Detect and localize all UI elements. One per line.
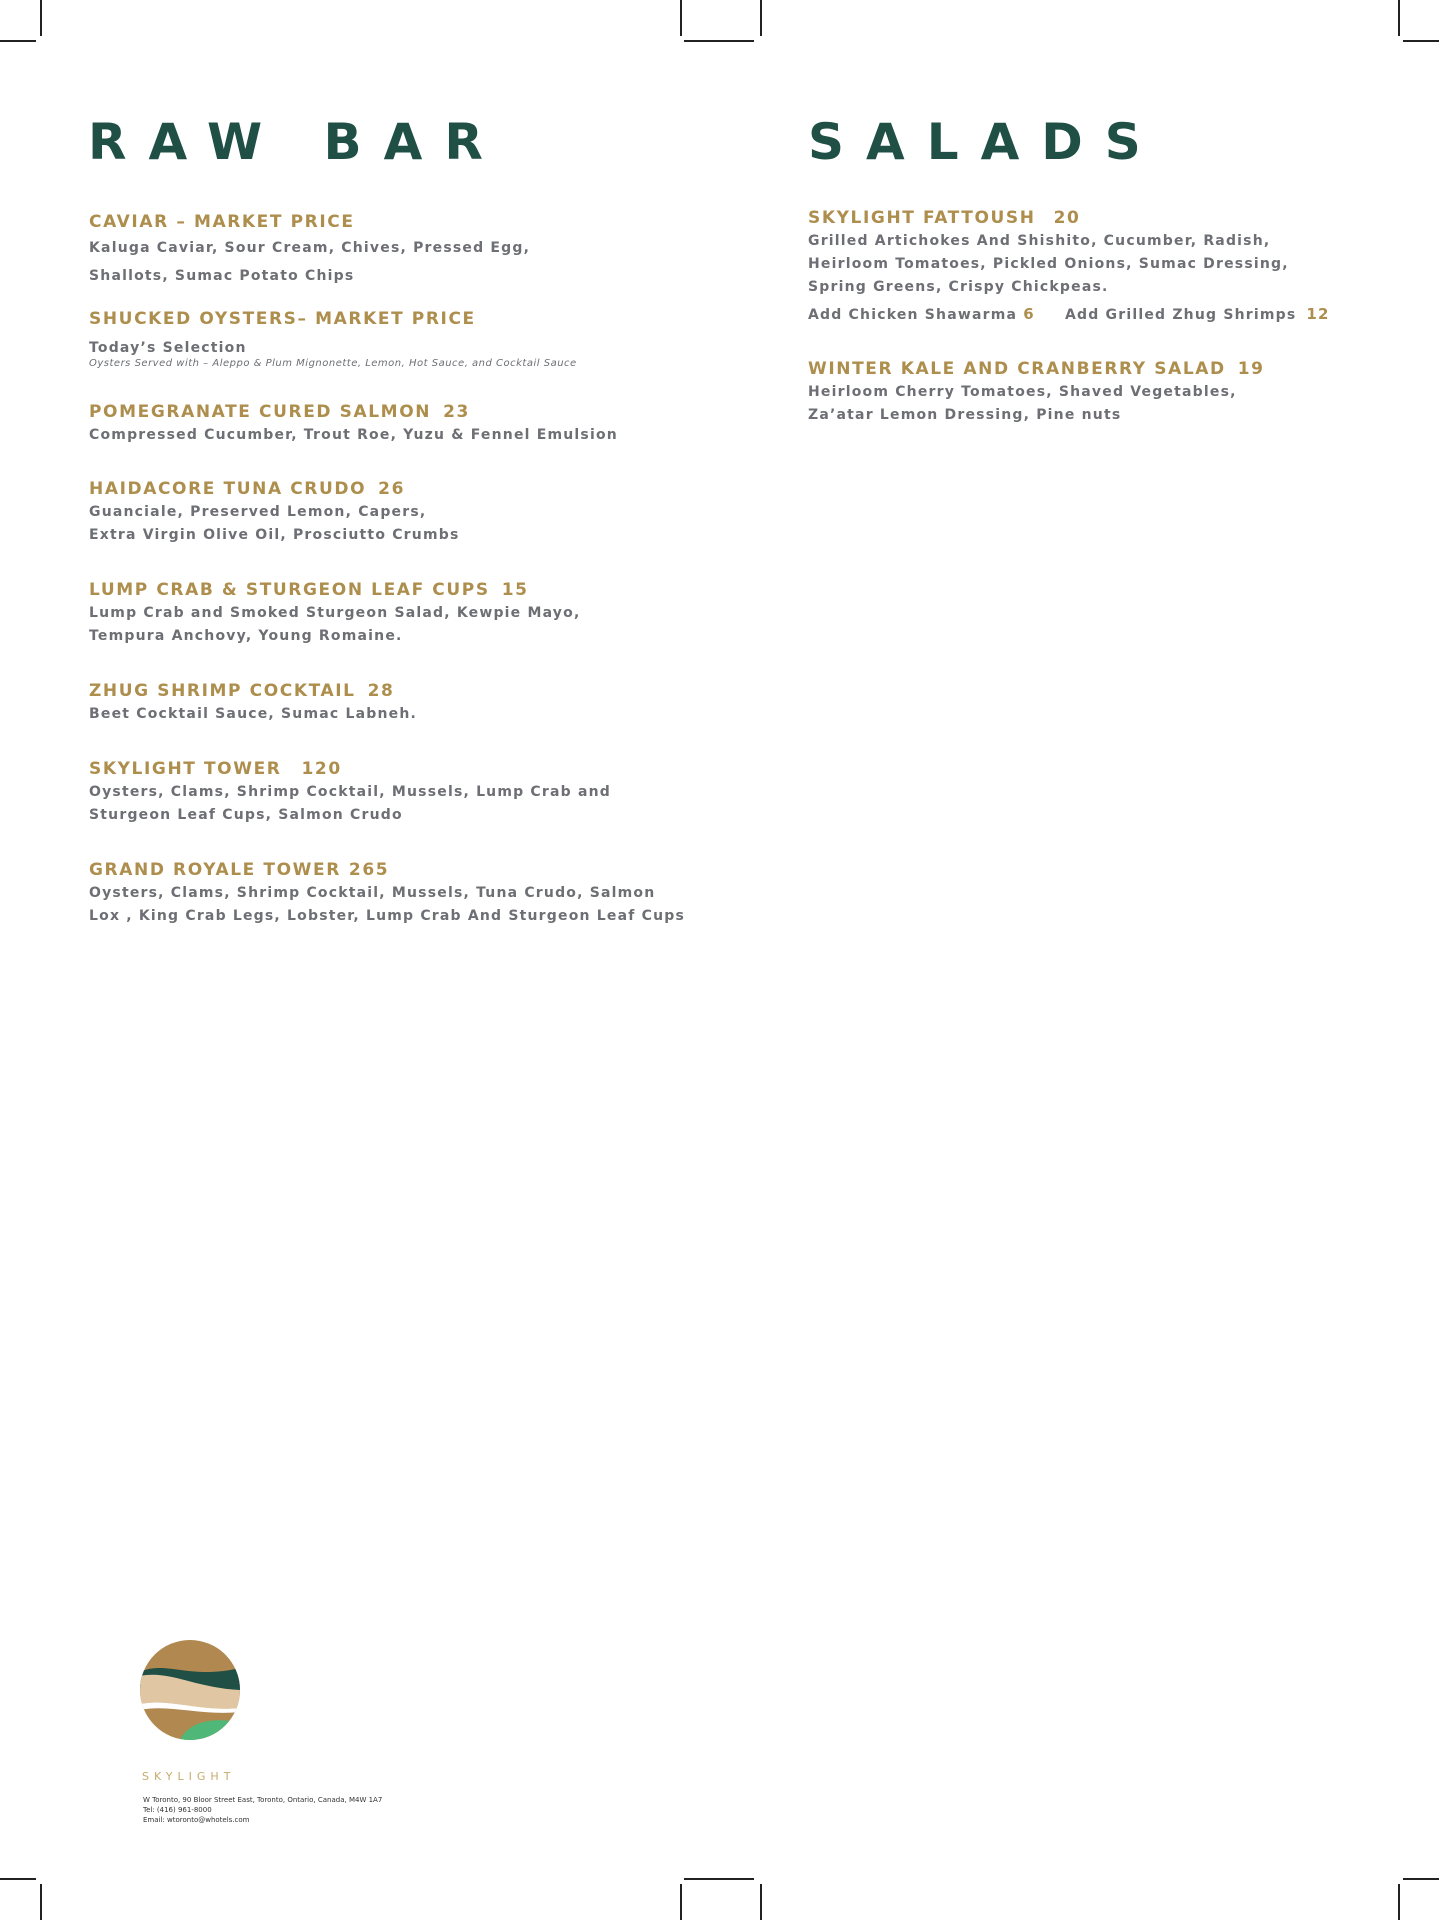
addon-price: 6 <box>1023 305 1035 323</box>
crop-mark <box>684 40 754 42</box>
item-price: 120 <box>301 759 342 779</box>
skylight-logo <box>140 1640 240 1740</box>
addon-label: Add Chicken Shawarma <box>808 307 1018 323</box>
item-name: ZHUG SHRIMP COCKTAIL <box>89 681 356 701</box>
item-description: Lump Crab and Smoked Sturgeon Salad, Kewpie Mayo, <box>89 605 581 621</box>
crop-mark <box>680 0 682 36</box>
item-price: 28 <box>367 681 395 701</box>
item-price: 15 <box>501 580 529 600</box>
item-name: GRAND ROYALE TOWER <box>89 860 341 880</box>
section-title-salads: SALADS <box>808 113 1163 171</box>
brand-name: SKYLIGHT <box>142 1770 236 1783</box>
item-description: Oysters, Clams, Shrimp Cocktail, Mussels, Lump Crab and <box>89 784 611 800</box>
menu-item-caviar <box>89 210 530 290</box>
item-description: Shallots, Sumac Potato Chips <box>89 268 355 284</box>
item-description: Kaluga Caviar, Sour Cream, Chives, Pressed Egg, <box>89 240 531 256</box>
item-description: Spring Greens, Crispy Chickpeas. <box>808 279 1109 295</box>
menu-item-pomegranate-salmon <box>89 400 618 447</box>
item-description: Today’s Selection <box>89 340 247 356</box>
addon-chicken-shawarma <box>808 305 1035 323</box>
item-price: 20 <box>1053 208 1081 228</box>
menu-item-winter-kale-salad <box>808 357 1265 427</box>
addon-zhug-shrimps <box>1065 305 1330 323</box>
crop-mark <box>1398 0 1400 36</box>
item-description: Guanciale, Preserved Lemon, Capers, <box>89 504 427 520</box>
addon-label: Add Grilled Zhug Shrimps <box>1065 307 1297 323</box>
item-description: Extra Virgin Olive Oil, Prosciutto Crumbs <box>89 527 460 543</box>
addon-price: 12 <box>1306 305 1330 323</box>
item-description: Za’atar Lemon Dressing, Pine nuts <box>808 407 1122 423</box>
crop-mark <box>0 1878 36 1880</box>
menu-item-skylight-fattoush <box>808 206 1289 299</box>
address-block <box>143 1795 382 1825</box>
item-price: 26 <box>378 479 406 499</box>
menu-item-lump-crab <box>89 578 580 648</box>
item-name: LUMP CRAB & STURGEON LEAF CUPS <box>89 580 490 600</box>
menu-item-grand-royale-tower <box>89 858 685 928</box>
item-name: SKYLIGHT FATTOUSH <box>808 208 1036 228</box>
item-price: 19 <box>1237 359 1265 379</box>
item-name: HAIDACORE TUNA CRUDO <box>89 479 367 499</box>
item-description: Grilled Artichokes And Shishito, Cucumber, Radish, <box>808 233 1271 249</box>
crop-mark <box>0 40 36 42</box>
menu-item-shucked-oysters <box>89 307 577 371</box>
crop-mark <box>760 0 762 36</box>
item-name: SKYLIGHT TOWER <box>89 759 282 779</box>
item-description: Compressed Cucumber, Trout Roe, Yuzu & Fennel Emulsion <box>89 427 618 443</box>
address-phone: Tel: (416) 961-8000 <box>143 1806 212 1814</box>
crop-mark <box>760 1884 762 1920</box>
menu-item-skylight-tower <box>89 757 611 827</box>
item-description: Oysters, Clams, Shrimp Cocktail, Mussels, Tuna Crudo, Salmon <box>89 885 656 901</box>
menu-item-tuna-crudo <box>89 477 460 547</box>
item-name: SHUCKED OYSTERS– MARKET PRICE <box>89 309 476 329</box>
crop-mark <box>40 1884 42 1920</box>
address-email: Email: wtoronto@whotels.com <box>143 1816 250 1824</box>
item-note: Oysters Served with – Aleppo & Plum Mignonette, Lemon, Hot Sauce, and Cocktail Sauce <box>89 358 577 369</box>
item-description: Sturgeon Leaf Cups, Salmon Crudo <box>89 807 403 823</box>
item-description: Heirloom Tomatoes, Pickled Onions, Sumac Dressing, <box>808 256 1289 272</box>
item-name: POMEGRANATE CURED SALMON <box>89 402 432 422</box>
address-line: W Toronto, 90 Bloor Street East, Toronto, Ontario, Canada, M4W 1A7 <box>143 1796 383 1804</box>
section-title-raw-bar: RAW BAR <box>88 113 505 171</box>
crop-mark <box>1398 1884 1400 1920</box>
item-description: Beet Cocktail Sauce, Sumac Labneh. <box>89 706 418 722</box>
crop-mark <box>680 1884 682 1920</box>
item-price: 265 <box>348 860 390 880</box>
item-description: Tempura Anchovy, Young Romaine. <box>89 628 403 644</box>
menu-item-zhug-shrimp <box>89 679 417 726</box>
item-description: Lox , King Crab Legs, Lobster, Lump Crab And Sturgeon Leaf Cups <box>89 908 685 924</box>
crop-mark <box>40 0 42 36</box>
item-price: 23 <box>443 402 470 422</box>
item-name: WINTER KALE AND CRANBERRY SALAD <box>808 359 1226 379</box>
item-description: Heirloom Cherry Tomatoes, Shaved Vegetables, <box>808 384 1237 400</box>
crop-mark <box>1403 1878 1439 1880</box>
item-name: CAVIAR – MARKET PRICE <box>89 212 355 232</box>
crop-mark <box>684 1878 754 1880</box>
crop-mark <box>1403 40 1439 42</box>
